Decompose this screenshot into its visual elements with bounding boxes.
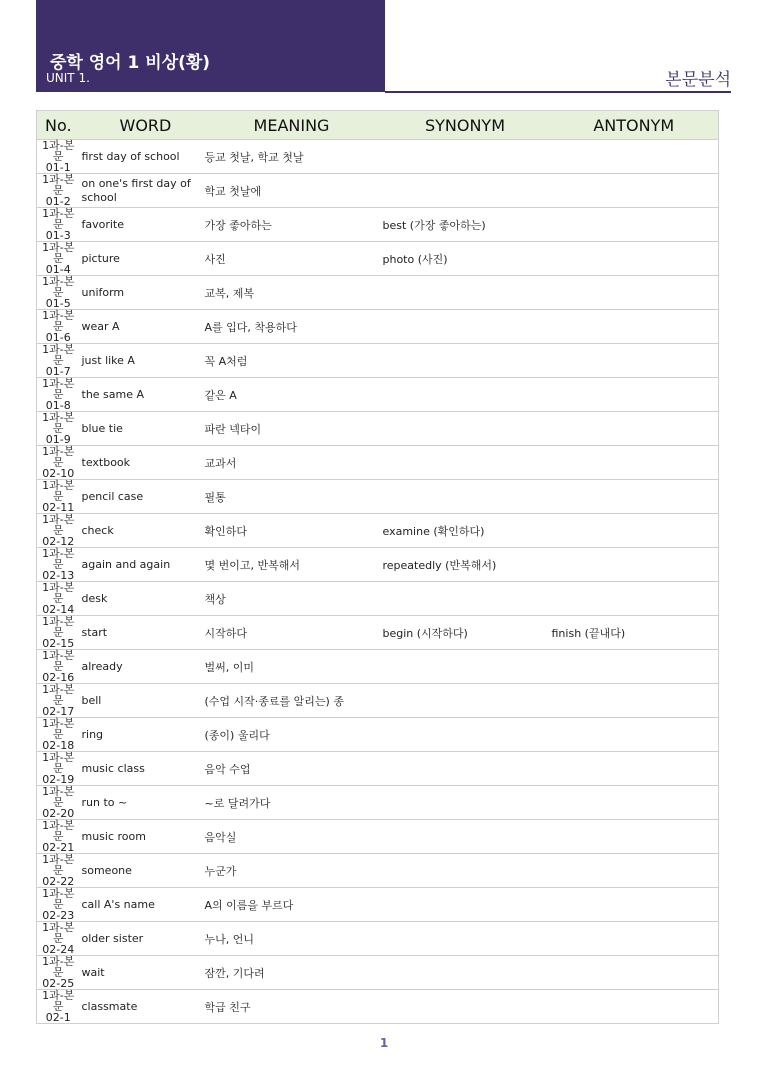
antonym-cell xyxy=(550,174,719,208)
meaning-cell: 확인하다 xyxy=(203,514,381,548)
row-index-label: 02-12 xyxy=(42,535,75,548)
row-index-label: 02-20 xyxy=(42,807,75,820)
row-index-label: 02-16 xyxy=(42,671,75,684)
synonym-cell: photo (사진) xyxy=(381,242,550,276)
row-index-label: 01-1 xyxy=(45,161,71,174)
word-cell: on one's first day of school xyxy=(80,174,203,208)
synonym-cell xyxy=(381,752,550,786)
meaning-cell: ~로 달려가다 xyxy=(203,786,381,820)
antonym-cell xyxy=(550,922,719,956)
row-lesson-label: 1과-본문 xyxy=(42,343,75,367)
antonym-cell xyxy=(550,752,719,786)
row-lesson-label: 1과-본문 xyxy=(42,411,75,435)
table-row xyxy=(37,140,719,174)
antonym-cell xyxy=(550,718,719,752)
antonym-cell xyxy=(550,276,719,310)
meaning-cell: A의 이름을 부르다 xyxy=(203,888,381,922)
row-number-cell xyxy=(37,174,80,208)
meaning-cell: 음악 수업 xyxy=(203,752,381,786)
meaning-cell: (수업 시작·종료를 알리는) 종 xyxy=(203,684,381,718)
synonym-cell xyxy=(381,684,550,718)
meaning-cell: 학교 첫날에 xyxy=(203,174,381,208)
meaning-cell: 몇 번이고, 반복해서 xyxy=(203,548,381,582)
antonym-cell xyxy=(550,888,719,922)
row-number-cell xyxy=(37,480,80,514)
meaning-cell: 등교 첫날, 학교 첫날 xyxy=(203,140,381,174)
row-index-label: 01-6 xyxy=(45,331,71,344)
meaning-cell: 같은 A xyxy=(203,378,381,412)
synonym-cell xyxy=(381,446,550,480)
row-index-label: 02-1 xyxy=(45,1011,71,1024)
row-index-label: 01-8 xyxy=(45,399,71,412)
row-number-cell xyxy=(37,718,80,752)
word-cell: just like A xyxy=(80,344,203,378)
meaning-cell: 교과서 xyxy=(203,446,381,480)
column-header-antonym: ANTONYM xyxy=(550,111,719,140)
row-number-cell xyxy=(37,786,80,820)
word-cell: first day of school xyxy=(80,140,203,174)
row-lesson-label: 1과-본문 xyxy=(42,819,75,843)
row-index-label: 01-5 xyxy=(45,297,71,310)
column-header-synonym: SYNONYM xyxy=(381,111,550,140)
table-row xyxy=(37,956,719,990)
word-cell: run to ~ xyxy=(80,786,203,820)
meaning-cell: 파란 넥타이 xyxy=(203,412,381,446)
word-cell: wear A xyxy=(80,310,203,344)
word-cell: picture xyxy=(80,242,203,276)
row-number-cell xyxy=(37,650,80,684)
row-lesson-label: 1과-본문 xyxy=(42,989,75,1013)
antonym-cell xyxy=(550,412,719,446)
row-index-label: 02-15 xyxy=(42,637,75,650)
row-lesson-label: 1과-본문 xyxy=(42,649,75,673)
meaning-cell: 가장 좋아하는 xyxy=(203,208,381,242)
row-lesson-label: 1과-본문 xyxy=(42,547,75,571)
row-number-cell xyxy=(37,854,80,888)
row-index-label: 02-21 xyxy=(42,841,75,854)
row-lesson-label: 1과-본문 xyxy=(42,139,75,163)
row-lesson-label: 1과-본문 xyxy=(42,207,75,231)
row-lesson-label: 1과-본문 xyxy=(42,683,75,707)
row-number-cell xyxy=(37,956,80,990)
meaning-cell: 잠깐, 기다려 xyxy=(203,956,381,990)
table-row xyxy=(37,480,719,514)
meaning-cell: 벌써, 이미 xyxy=(203,650,381,684)
word-cell: check xyxy=(80,514,203,548)
row-number-cell xyxy=(37,752,80,786)
word-cell: the same A xyxy=(80,378,203,412)
word-cell: older sister xyxy=(80,922,203,956)
synonym-cell xyxy=(381,480,550,514)
antonym-cell xyxy=(550,480,719,514)
row-number-cell xyxy=(37,276,80,310)
row-lesson-label: 1과-본문 xyxy=(42,309,75,333)
row-number-cell xyxy=(37,548,80,582)
synonym-cell xyxy=(381,786,550,820)
synonym-cell xyxy=(381,718,550,752)
word-cell: music room xyxy=(80,820,203,854)
word-cell: wait xyxy=(80,956,203,990)
antonym-cell xyxy=(550,140,719,174)
meaning-cell: A를 입다, 착용하다 xyxy=(203,310,381,344)
section-label: 본문분석 xyxy=(665,70,731,90)
antonym-cell xyxy=(550,684,719,718)
meaning-cell: 누나, 언니 xyxy=(203,922,381,956)
synonym-cell: repeatedly (반복해서) xyxy=(381,548,550,582)
row-lesson-label: 1과-본문 xyxy=(42,241,75,265)
row-lesson-label: 1과-본문 xyxy=(42,751,75,775)
synonym-cell xyxy=(381,412,550,446)
row-lesson-label: 1과-본문 xyxy=(42,853,75,877)
antonym-cell xyxy=(550,854,719,888)
table-row xyxy=(37,752,719,786)
word-cell: bell xyxy=(80,684,203,718)
table-row xyxy=(37,684,719,718)
word-cell: already xyxy=(80,650,203,684)
antonym-cell xyxy=(550,786,719,820)
row-number-cell xyxy=(37,140,80,174)
table-row xyxy=(37,208,719,242)
synonym-cell: begin (시작하다) xyxy=(381,616,550,650)
row-index-label: 02-17 xyxy=(42,705,75,718)
antonym-cell xyxy=(550,990,719,1024)
antonym-cell: finish (끝내다) xyxy=(550,616,719,650)
row-index-label: 02-10 xyxy=(42,467,75,480)
meaning-cell: 음악실 xyxy=(203,820,381,854)
synonym-cell xyxy=(381,310,550,344)
synonym-cell xyxy=(381,922,550,956)
word-cell: music class xyxy=(80,752,203,786)
row-index-label: 02-19 xyxy=(42,773,75,786)
table-row xyxy=(37,276,719,310)
table-row xyxy=(37,786,719,820)
row-index-label: 02-23 xyxy=(42,909,75,922)
synonym-cell xyxy=(381,888,550,922)
row-lesson-label: 1과-본문 xyxy=(42,615,75,639)
synonym-cell xyxy=(381,820,550,854)
row-number-cell xyxy=(37,888,80,922)
table-row xyxy=(37,922,719,956)
row-number-cell xyxy=(37,446,80,480)
table-row xyxy=(37,820,719,854)
synonym-cell xyxy=(381,990,550,1024)
row-number-cell xyxy=(37,616,80,650)
meaning-cell: 필통 xyxy=(203,480,381,514)
synonym-cell xyxy=(381,582,550,616)
word-cell: textbook xyxy=(80,446,203,480)
antonym-cell xyxy=(550,548,719,582)
meaning-cell: 책상 xyxy=(203,582,381,616)
meaning-cell: 꼭 A처럼 xyxy=(203,344,381,378)
row-lesson-label: 1과-본문 xyxy=(42,445,75,469)
word-cell: favorite xyxy=(80,208,203,242)
row-index-label: 02-18 xyxy=(42,739,75,752)
antonym-cell xyxy=(550,650,719,684)
table-row xyxy=(37,650,719,684)
antonym-cell xyxy=(550,582,719,616)
row-index-label: 02-14 xyxy=(42,603,75,616)
table-row xyxy=(37,242,719,276)
synonym-cell xyxy=(381,854,550,888)
row-number-cell xyxy=(37,208,80,242)
row-number-cell xyxy=(37,990,80,1024)
row-index-label: 02-11 xyxy=(42,501,75,514)
row-lesson-label: 1과-본문 xyxy=(42,581,75,605)
antonym-cell xyxy=(550,446,719,480)
column-header-word: WORD xyxy=(80,111,203,140)
row-number-cell xyxy=(37,378,80,412)
table-row xyxy=(37,854,719,888)
table-row xyxy=(37,310,719,344)
row-index-label: 02-22 xyxy=(42,875,75,888)
word-cell: pencil case xyxy=(80,480,203,514)
synonym-cell: best (가장 좋아하는) xyxy=(381,208,550,242)
table-row xyxy=(37,514,719,548)
row-index-label: 01-7 xyxy=(45,365,71,378)
table-body xyxy=(37,140,719,1024)
row-number-cell xyxy=(37,820,80,854)
table-row xyxy=(37,174,719,208)
synonym-cell: examine (확인하다) xyxy=(381,514,550,548)
word-cell: uniform xyxy=(80,276,203,310)
table-row xyxy=(37,888,719,922)
row-number-cell xyxy=(37,412,80,446)
word-cell: classmate xyxy=(80,990,203,1024)
meaning-cell: (종이) 울리다 xyxy=(203,718,381,752)
document-title: 중학 영어 1 비상(황) xyxy=(50,53,211,73)
header-banner xyxy=(36,0,385,92)
synonym-cell xyxy=(381,378,550,412)
row-number-cell xyxy=(37,922,80,956)
meaning-cell: 학급 친구 xyxy=(203,990,381,1024)
row-lesson-label: 1과-본문 xyxy=(42,513,75,537)
synonym-cell xyxy=(381,956,550,990)
table-header-row xyxy=(37,111,719,140)
word-cell: someone xyxy=(80,854,203,888)
table-row xyxy=(37,582,719,616)
table-row xyxy=(37,446,719,480)
header-divider xyxy=(385,91,731,93)
word-cell: blue tie xyxy=(80,412,203,446)
table-row xyxy=(37,548,719,582)
row-number-cell xyxy=(37,310,80,344)
antonym-cell xyxy=(550,344,719,378)
antonym-cell xyxy=(550,820,719,854)
vocabulary-table xyxy=(36,110,719,1024)
antonym-cell xyxy=(550,242,719,276)
synonym-cell xyxy=(381,276,550,310)
meaning-cell: 교복, 제복 xyxy=(203,276,381,310)
row-lesson-label: 1과-본문 xyxy=(42,479,75,503)
table-row xyxy=(37,412,719,446)
table-row xyxy=(37,990,719,1024)
row-lesson-label: 1과-본문 xyxy=(42,955,75,979)
antonym-cell xyxy=(550,208,719,242)
row-index-label: 01-3 xyxy=(45,229,71,242)
row-lesson-label: 1과-본문 xyxy=(42,785,75,809)
word-cell: call A's name xyxy=(80,888,203,922)
row-number-cell xyxy=(37,344,80,378)
synonym-cell xyxy=(381,650,550,684)
table-row xyxy=(37,616,719,650)
table-row xyxy=(37,344,719,378)
row-index-label: 02-24 xyxy=(42,943,75,956)
word-cell: start xyxy=(80,616,203,650)
row-lesson-label: 1과-본문 xyxy=(42,275,75,299)
synonym-cell xyxy=(381,344,550,378)
row-number-cell xyxy=(37,514,80,548)
table-row xyxy=(37,378,719,412)
row-lesson-label: 1과-본문 xyxy=(42,377,75,401)
row-index-label: 01-2 xyxy=(45,195,71,208)
row-lesson-label: 1과-본문 xyxy=(42,717,75,741)
antonym-cell xyxy=(550,956,719,990)
word-cell: desk xyxy=(80,582,203,616)
row-number-cell xyxy=(37,684,80,718)
table-row xyxy=(37,718,719,752)
synonym-cell xyxy=(381,140,550,174)
meaning-cell: 사진 xyxy=(203,242,381,276)
column-header-meaning: MEANING xyxy=(203,111,381,140)
unit-label: UNIT 1. xyxy=(46,71,90,85)
row-index-label: 02-25 xyxy=(42,977,75,990)
word-cell: again and again xyxy=(80,548,203,582)
meaning-cell: 시작하다 xyxy=(203,616,381,650)
row-index-label: 02-13 xyxy=(42,569,75,582)
row-lesson-label: 1과-본문 xyxy=(42,921,75,945)
word-cell: ring xyxy=(80,718,203,752)
antonym-cell xyxy=(550,310,719,344)
row-index-label: 01-4 xyxy=(45,263,71,276)
antonym-cell xyxy=(550,378,719,412)
column-header-no: No. xyxy=(37,111,80,140)
meaning-cell: 누군가 xyxy=(203,854,381,888)
row-number-cell xyxy=(37,582,80,616)
row-index-label: 01-9 xyxy=(45,433,71,446)
synonym-cell xyxy=(381,174,550,208)
row-number-cell xyxy=(37,242,80,276)
page-number: 1 xyxy=(379,1036,389,1050)
row-lesson-label: 1과-본문 xyxy=(42,887,75,911)
row-lesson-label: 1과-본문 xyxy=(42,173,75,197)
antonym-cell xyxy=(550,514,719,548)
